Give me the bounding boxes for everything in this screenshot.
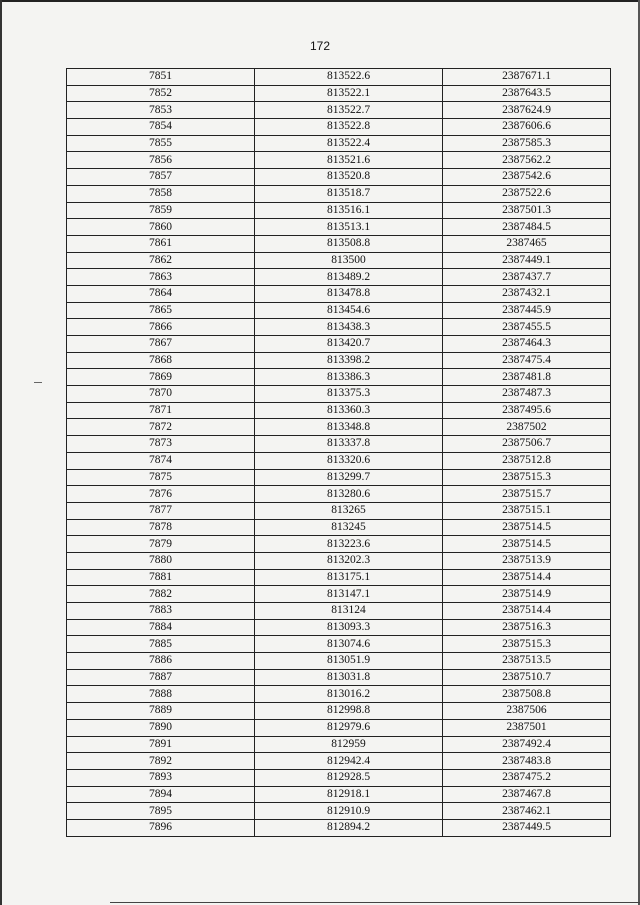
table-row [67,119,611,136]
point-id-cell: 7869 [67,369,255,386]
y-coordinate-cell: 2387624.9 [443,102,611,119]
y-coordinate-cell: 2387515.1 [443,502,611,519]
y-coordinate-cell: 2387481.8 [443,369,611,386]
x-coordinate-cell: 813280.6 [255,486,443,503]
y-coordinate-cell: 2387475.4 [443,352,611,369]
table-row [67,219,611,236]
x-coordinate-cell: 813398.2 [255,352,443,369]
x-coordinate-cell: 813093.3 [255,619,443,636]
table-row [67,319,611,336]
table-row [67,185,611,202]
table-row [67,669,611,686]
y-coordinate-cell: 2387510.7 [443,669,611,686]
table-row [67,252,611,269]
x-coordinate-cell: 813348.8 [255,419,443,436]
table-row [67,636,611,653]
point-id-cell: 7892 [67,753,255,770]
y-coordinate-cell: 2387495.6 [443,402,611,419]
table-row [67,603,611,620]
x-coordinate-cell: 813500 [255,252,443,269]
y-coordinate-cell: 2387432.1 [443,285,611,302]
point-id-cell: 7887 [67,669,255,686]
point-id-cell: 7855 [67,135,255,152]
table-row [67,285,611,302]
table-row [67,102,611,119]
y-coordinate-cell: 2387516.3 [443,619,611,636]
x-coordinate-cell: 813522.7 [255,102,443,119]
page-edge-left [0,0,2,905]
table-row [67,419,611,436]
x-coordinate-cell: 813245 [255,519,443,536]
x-coordinate-cell: 813520.8 [255,169,443,186]
point-id-cell: 7889 [67,703,255,720]
x-coordinate-cell: 813051.9 [255,653,443,670]
table-row [67,469,611,486]
y-coordinate-cell: 2387562.2 [443,152,611,169]
point-id-cell: 7876 [67,486,255,503]
x-coordinate-cell: 813386.3 [255,369,443,386]
x-coordinate-cell: 813478.8 [255,285,443,302]
x-coordinate-cell: 813337.8 [255,436,443,453]
x-coordinate-cell: 813147.1 [255,586,443,603]
table-row [67,786,611,803]
point-id-cell: 7868 [67,352,255,369]
point-id-cell: 7895 [67,803,255,820]
point-id-cell: 7890 [67,719,255,736]
x-coordinate-cell: 813016.2 [255,686,443,703]
table-row [67,753,611,770]
point-id-cell: 7861 [67,235,255,252]
page-edge-bottom [110,902,640,903]
x-coordinate-cell: 813202.3 [255,552,443,569]
table-row [67,135,611,152]
table-row [67,486,611,503]
y-coordinate-cell: 2387464.3 [443,336,611,353]
point-id-cell: 7852 [67,85,255,102]
x-coordinate-cell: 813522.6 [255,69,443,86]
point-id-cell: 7863 [67,269,255,286]
point-id-cell: 7867 [67,336,255,353]
y-coordinate-cell: 2387449.5 [443,819,611,836]
point-id-cell: 7884 [67,619,255,636]
x-coordinate-cell: 812928.5 [255,769,443,786]
x-coordinate-cell: 813516.1 [255,202,443,219]
table-row [67,69,611,86]
point-id-cell: 7870 [67,386,255,403]
x-coordinate-cell: 813454.6 [255,302,443,319]
y-coordinate-cell: 2387501.3 [443,202,611,219]
y-coordinate-cell: 2387501 [443,719,611,736]
x-coordinate-cell: 812959 [255,736,443,753]
x-coordinate-cell: 813031.8 [255,669,443,686]
x-coordinate-cell: 812979.6 [255,719,443,736]
x-coordinate-cell: 812894.2 [255,819,443,836]
y-coordinate-cell: 2387606.6 [443,119,611,136]
y-coordinate-cell: 2387484.5 [443,219,611,236]
y-coordinate-cell: 2387542.6 [443,169,611,186]
table-row [67,336,611,353]
point-id-cell: 7856 [67,152,255,169]
y-coordinate-cell: 2387515.3 [443,636,611,653]
table-row [67,536,611,553]
point-id-cell: 7865 [67,302,255,319]
y-coordinate-cell: 2387506 [443,703,611,720]
point-id-cell: 7896 [67,819,255,836]
x-coordinate-cell: 813420.7 [255,336,443,353]
x-coordinate-cell: 813513.1 [255,219,443,236]
x-coordinate-cell: 812910.9 [255,803,443,820]
y-coordinate-cell: 2387475.2 [443,769,611,786]
table-row [67,402,611,419]
x-coordinate-cell: 813522.8 [255,119,443,136]
table-row [67,269,611,286]
point-id-cell: 7878 [67,519,255,536]
y-coordinate-cell: 2387467.8 [443,786,611,803]
y-coordinate-cell: 2387502 [443,419,611,436]
table-row [67,202,611,219]
table-row [67,736,611,753]
x-coordinate-cell: 813508.8 [255,235,443,252]
point-id-cell: 7874 [67,452,255,469]
y-coordinate-cell: 2387487.3 [443,386,611,403]
x-coordinate-cell: 813074.6 [255,636,443,653]
x-coordinate-cell: 813320.6 [255,452,443,469]
y-coordinate-cell: 2387506.7 [443,436,611,453]
x-coordinate-cell: 813489.2 [255,269,443,286]
point-id-cell: 7860 [67,219,255,236]
table-row [67,152,611,169]
table-row [67,552,611,569]
point-id-cell: 7871 [67,402,255,419]
table-row [67,352,611,369]
table-row [67,502,611,519]
table-row [67,569,611,586]
page-edge-top [0,0,640,2]
point-id-cell: 7859 [67,202,255,219]
point-id-cell: 7877 [67,502,255,519]
point-id-cell: 7888 [67,686,255,703]
y-coordinate-cell: 2387462.1 [443,803,611,820]
x-coordinate-cell: 813375.3 [255,386,443,403]
y-coordinate-cell: 2387514.4 [443,569,611,586]
table-row [67,686,611,703]
table-row [67,436,611,453]
table-row [67,452,611,469]
table-row [67,85,611,102]
x-coordinate-cell: 813360.3 [255,402,443,419]
y-coordinate-cell: 2387492.4 [443,736,611,753]
y-coordinate-cell: 2387445.9 [443,302,611,319]
x-coordinate-cell: 812998.8 [255,703,443,720]
y-coordinate-cell: 2387515.3 [443,469,611,486]
table-row [67,819,611,836]
table-row [67,386,611,403]
point-id-cell: 7862 [67,252,255,269]
point-id-cell: 7886 [67,653,255,670]
y-coordinate-cell: 2387643.5 [443,85,611,102]
scan-artifact [34,382,42,383]
point-id-cell: 7893 [67,769,255,786]
table-row [67,803,611,820]
x-coordinate-cell: 813124 [255,603,443,620]
table-row [67,369,611,386]
point-id-cell: 7879 [67,536,255,553]
table-row [67,302,611,319]
y-coordinate-cell: 2387585.3 [443,135,611,152]
point-id-cell: 7864 [67,285,255,302]
y-coordinate-cell: 2387513.9 [443,552,611,569]
table-row [67,586,611,603]
x-coordinate-cell: 813175.1 [255,569,443,586]
y-coordinate-cell: 2387483.8 [443,753,611,770]
x-coordinate-cell: 813438.3 [255,319,443,336]
y-coordinate-cell: 2387513.5 [443,653,611,670]
x-coordinate-cell: 813522.1 [255,85,443,102]
y-coordinate-cell: 2387437.7 [443,269,611,286]
y-coordinate-cell: 2387515.7 [443,486,611,503]
point-id-cell: 7857 [67,169,255,186]
y-coordinate-cell: 2387514.4 [443,603,611,620]
table-row [67,769,611,786]
point-id-cell: 7880 [67,552,255,569]
table-row [67,719,611,736]
coordinates-table [66,68,611,837]
point-id-cell: 7854 [67,119,255,136]
point-id-cell: 7885 [67,636,255,653]
y-coordinate-cell: 2387514.5 [443,519,611,536]
table-row [67,653,611,670]
x-coordinate-cell: 813265 [255,502,443,519]
coordinates-table-container [66,68,609,837]
y-coordinate-cell: 2387514.9 [443,586,611,603]
table-row [67,703,611,720]
table-row [67,169,611,186]
table-row [67,235,611,252]
point-id-cell: 7853 [67,102,255,119]
y-coordinate-cell: 2387449.1 [443,252,611,269]
point-id-cell: 7866 [67,319,255,336]
y-coordinate-cell: 2387508.8 [443,686,611,703]
point-id-cell: 7894 [67,786,255,803]
point-id-cell: 7875 [67,469,255,486]
point-id-cell: 7858 [67,185,255,202]
point-id-cell: 7851 [67,69,255,86]
x-coordinate-cell: 813518.7 [255,185,443,202]
x-coordinate-cell: 813522.4 [255,135,443,152]
x-coordinate-cell: 812942.4 [255,753,443,770]
point-id-cell: 7873 [67,436,255,453]
point-id-cell: 7882 [67,586,255,603]
point-id-cell: 7872 [67,419,255,436]
point-id-cell: 7891 [67,736,255,753]
y-coordinate-cell: 2387512.8 [443,452,611,469]
y-coordinate-cell: 2387465 [443,235,611,252]
x-coordinate-cell: 813521.6 [255,152,443,169]
y-coordinate-cell: 2387514.5 [443,536,611,553]
table-row [67,519,611,536]
table-row [67,619,611,636]
x-coordinate-cell: 813223.6 [255,536,443,553]
table-body [67,69,611,837]
point-id-cell: 7883 [67,603,255,620]
x-coordinate-cell: 812918.1 [255,786,443,803]
page-number: 172 [309,39,331,53]
y-coordinate-cell: 2387671.1 [443,69,611,86]
y-coordinate-cell: 2387522.6 [443,185,611,202]
x-coordinate-cell: 813299.7 [255,469,443,486]
y-coordinate-cell: 2387455.5 [443,319,611,336]
point-id-cell: 7881 [67,569,255,586]
